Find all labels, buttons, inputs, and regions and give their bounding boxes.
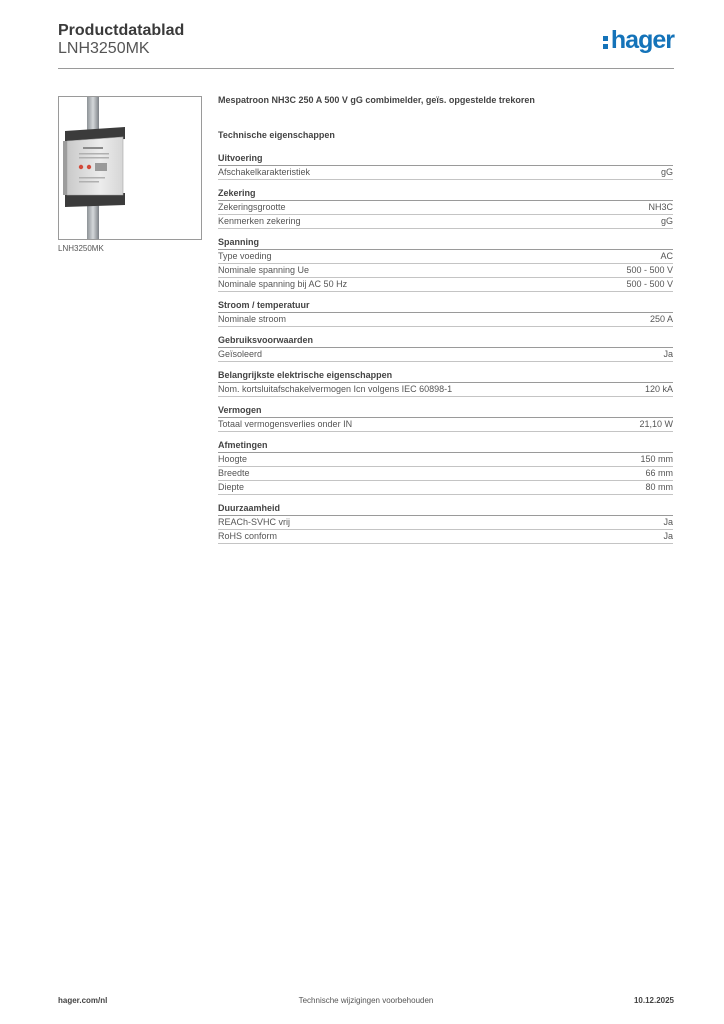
product-code: LNH3250MK (58, 40, 150, 57)
property-value: 80 mm (645, 482, 673, 492)
property-value: 500 - 500 V (626, 265, 673, 275)
property-value: Ja (663, 517, 673, 527)
logo-colon-icon (603, 34, 609, 50)
property-value: Ja (663, 349, 673, 359)
property-row (218, 383, 673, 397)
property-section (218, 439, 673, 495)
property-label: Type voeding (218, 251, 272, 261)
property-label: Zekeringsgrootte (218, 202, 286, 212)
property-row (218, 516, 673, 530)
section-title: Stroom / temperatuur (218, 299, 673, 313)
property-row (218, 313, 673, 327)
property-value: 250 A (649, 314, 673, 324)
page-header (58, 20, 674, 70)
property-section (218, 299, 673, 327)
property-value: Ja (663, 531, 673, 541)
property-section (218, 502, 673, 544)
footer-date: 10.12.2025 (633, 996, 674, 1005)
property-value: 21,10 W (639, 419, 673, 429)
property-label: Kenmerken zekering (218, 216, 301, 226)
property-label: Breedte (218, 468, 250, 478)
property-label: RoHS conform (218, 531, 278, 541)
product-description: Mespatroon NH3C 250 A 500 V gG combimelder, geïs. opgestelde trekoren (218, 95, 535, 105)
section-title: Belangrijkste elektrische eigenschappen (218, 369, 673, 383)
property-value: 120 kA (644, 384, 673, 394)
property-row (218, 453, 673, 467)
property-value: 500 - 500 V (626, 279, 673, 289)
property-row (218, 530, 673, 544)
property-row (218, 215, 673, 229)
property-label: Nominale spanning Ue (218, 265, 310, 275)
property-label: Nominale stroom (218, 314, 287, 324)
product-details (218, 95, 673, 551)
property-row (218, 264, 673, 278)
property-section (218, 334, 673, 362)
property-label: Afschakelkarakteristiek (218, 167, 311, 177)
product-image (58, 96, 202, 240)
property-row (218, 418, 673, 432)
property-row (218, 348, 673, 362)
document-title: Productdatablad (58, 22, 185, 39)
property-row (218, 250, 673, 264)
property-section (218, 152, 673, 180)
property-row (218, 278, 673, 292)
property-row (218, 467, 673, 481)
property-row (218, 166, 673, 180)
property-label: Geïsoleerd (218, 349, 263, 359)
property-value: AC (660, 251, 673, 261)
product-image-caption: LNH3250MK (58, 244, 104, 253)
property-value: 150 mm (640, 454, 673, 464)
section-title: Uitvoering (218, 152, 673, 166)
section-title: Afmetingen (218, 439, 673, 453)
section-title: Duurzaamheid (218, 502, 673, 516)
technical-properties-heading: Technische eigenschappen (218, 130, 335, 140)
property-row (218, 481, 673, 495)
property-value: 66 mm (645, 468, 673, 478)
fuse-cartridge-icon (59, 97, 201, 239)
section-title: Vermogen (218, 404, 673, 418)
property-section (218, 369, 673, 397)
property-label: Diepte (218, 482, 245, 492)
property-value: gG (660, 216, 673, 226)
properties-sections (218, 152, 673, 544)
property-section (218, 236, 673, 292)
section-title: Spanning (218, 236, 673, 250)
property-label: Nom. kortsluitafschakelvermogen Icn volgens IEC 60898-1 (218, 384, 453, 394)
property-label: Nominale spanning bij AC 50 Hz (218, 279, 348, 289)
property-section (218, 404, 673, 432)
section-title: Zekering (218, 187, 673, 201)
footer-notice: Technische wijzigingen voorbehouden (298, 996, 434, 1005)
section-title: Gebruiksvoorwaarden (218, 334, 673, 348)
hager-logo: hager (603, 28, 674, 53)
header-divider (58, 68, 674, 69)
property-row (218, 201, 673, 215)
footer-website-link[interactable]: hager.com/nl (58, 996, 108, 1005)
property-label: Totaal vermogensverlies onder IN (218, 419, 353, 429)
property-value: NH3C (648, 202, 673, 212)
property-label: REACh-SVHC vrij (218, 517, 291, 527)
property-value: gG (660, 167, 673, 177)
property-label: Hoogte (218, 454, 248, 464)
property-section (218, 187, 673, 229)
